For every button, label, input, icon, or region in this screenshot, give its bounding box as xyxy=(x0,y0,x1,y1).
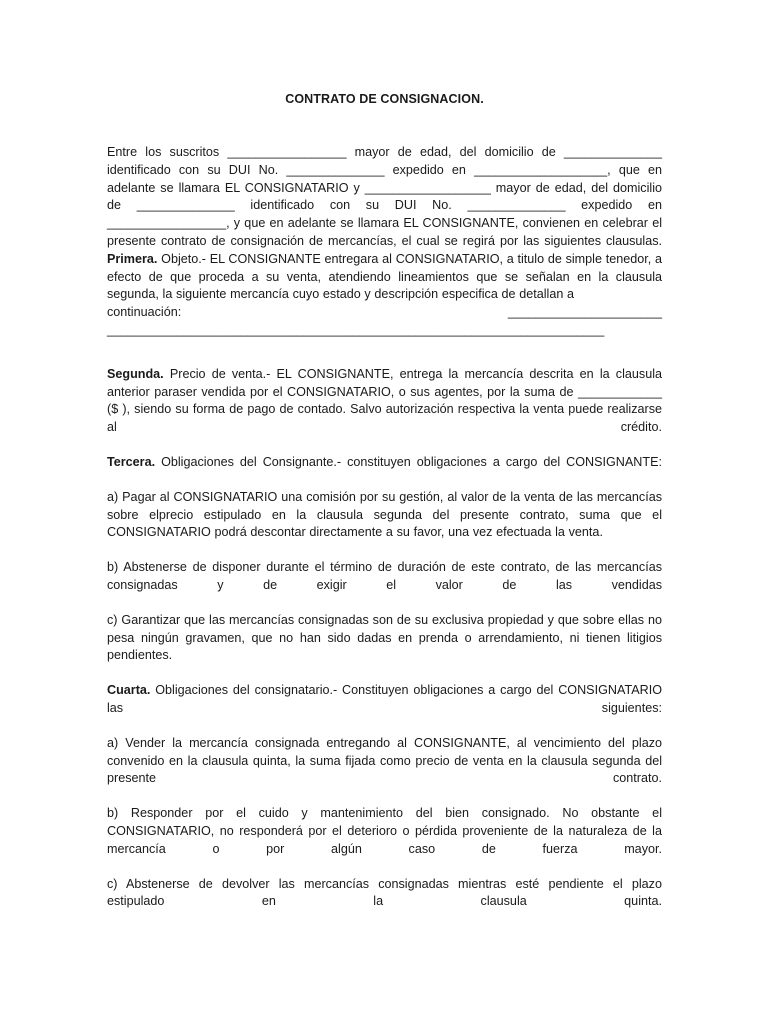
tercera-label: Tercera. xyxy=(107,454,156,469)
tercera-item-b: b) Abstenerse de disponer durante el término de duración de este contrato, de las mercancías consignadas y de exigir el valor de las vendidas xyxy=(107,560,662,592)
cuarta-item-a: a) Vender la mercancía consignada entregando al CONSIGNANTE, al vencimiento del plazo convenido en la clausula quinta, la suma fijada como precio de venta en la clausula segunda del presente contrato. xyxy=(107,735,662,786)
contract-title: CONTRATO DE CONSIGNACION. xyxy=(285,92,484,106)
tercera-item-a: a) Pagar al CONSIGNATARIO una comisión por su gestión, al valor de la venta de las mercancías sobre elprecio estipulado en la clausula segunda del presente contrato, suma que el CONSIGNATARIO podrá descontar directamente a su favor, una vez efectuada la venta. xyxy=(107,489,662,540)
continuacion-line xyxy=(107,304,662,322)
cuarta-label: Cuarta. xyxy=(107,683,151,698)
segunda-text: Precio de venta.- EL CONSIGNANTE, entrega la mercancía descrita en la clausula anterior paraser vendida por el CONSIGNATARIO, o sus agentes, por la suma de ____________ ($ ), siendo su forma de pago de contado. Salvo autorización respectiva la venta puede realizarse al crédito. xyxy=(107,366,662,435)
intro-and-primera-block xyxy=(107,144,662,340)
tercera-item-c: c) Garantizar que las mercancías consignadas son de su exclusiva propiedad y que sobre ellas no pesa ningún gravamen, que no han sido dadas en prenda o arrendamiento, ni tienen litigios pendientes. xyxy=(107,612,662,663)
cuarta-item-c: c) Abstenerse de devolver las mercancías consignadas mientras esté pendiente el plazo estipulado en la clausula quinta. xyxy=(107,876,662,909)
tercera-text: Obligaciones del Consignante.- constituyen obligaciones a cargo del CONSIGNANTE: xyxy=(155,454,662,469)
continuacion-label: continuación: xyxy=(107,305,182,320)
segunda-paragraph xyxy=(107,366,662,437)
cuarta-paragraph xyxy=(107,682,662,718)
primera-text: Objeto.- EL CONSIGNANTE entregara al CONSIGNATARIO, a titulo de simple tenedor, a efecto de que proceda a su venta, atendiendo lineamientos que se señalan en la clausula segunda, la siguiente mercancía cuyo estado y descripción especifica de detallan a xyxy=(107,251,662,302)
cuarta-item-b: b) Responder por el cuido y mantenimiento del bien consignado. No obstante el CONSIGNATARIO, no responderá por el deterioro o pérdida proveniente de la naturaleza de la mercancía o por algún caso de fuerza mayor. xyxy=(107,806,662,856)
primera-label: Primera. xyxy=(107,251,158,266)
tercera-paragraph xyxy=(107,454,662,472)
intro-text: Entre los suscritos _________________ mayor de edad, del domicilio de ______________ identificado con su DUI No. ______________ expedido en ___________________, que en adelante se llamara EL CONSIGNATARIO y __________________ mayor de edad, del domicilio de ______________ identificado con su DUI No. ______________ expedido en _________________, y que en adelante se llamara EL CONSIGNANTE, convienen en celebrar el presente contrato de consignación de mercancías, el cual se regirá por las siguientes clausulas. xyxy=(107,145,662,248)
intro-paragraph xyxy=(107,144,662,304)
cuarta-text: Obligaciones del consignatario.- Constituyen obligaciones a cargo del CONSIGNATARIO las siguientes: xyxy=(107,683,662,715)
continuacion-blank: ______________________ xyxy=(507,305,662,320)
long-blank-line: _______________________________________________________________________ xyxy=(107,322,605,337)
segunda-label: Segunda. xyxy=(107,366,164,381)
